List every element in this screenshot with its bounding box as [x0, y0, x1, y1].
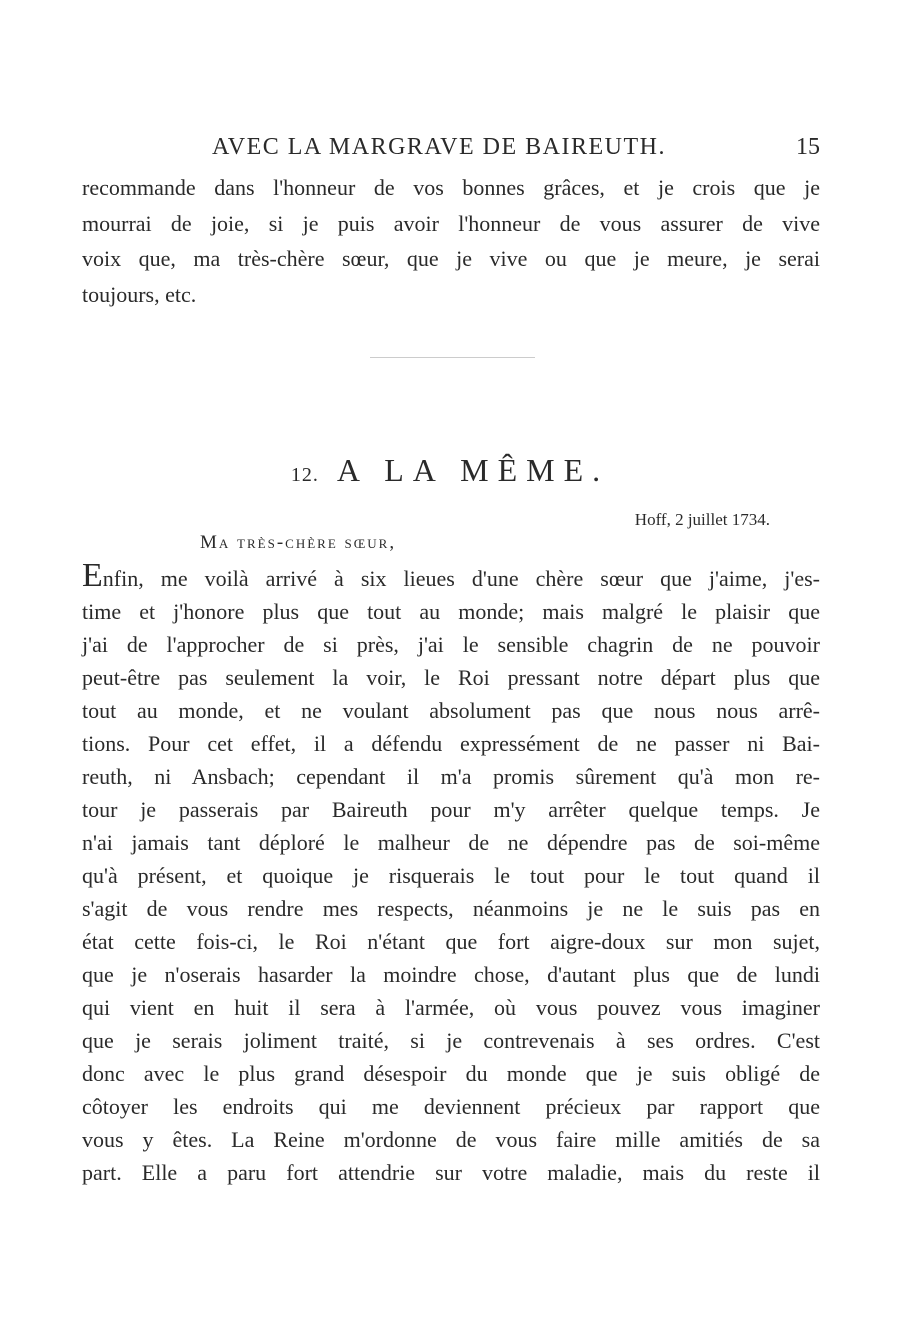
text-line: donc avec le plus grand désespoir du monde que je suis obligé de [82, 1061, 820, 1086]
text-line: mourrai de joie, si je puis avoir l'honneur de vous assurer de vive [82, 210, 820, 236]
text-line-rest: nfin, me voilà arrivé à six lieues d'une chère sœur que j'aime, j'es- [102, 566, 820, 591]
letter-heading: A LA MÊME. [336, 452, 610, 488]
text-line: toujours, etc. [82, 281, 197, 307]
letter-body [82, 557, 820, 1189]
section-divider [370, 357, 535, 358]
text-line: qu'à présent, et quoique je risquerais le tout pour le tout quand il [82, 863, 820, 888]
page-number: 15 [796, 134, 820, 160]
letter-title [0, 452, 900, 489]
drop-cap: E [82, 557, 103, 594]
text-line [82, 557, 820, 595]
dateline: Hoff, 2 juillet 1734. [634, 510, 770, 529]
text-line: vous y êtes. La Reine m'ordonne de vous faire mille amitiés de sa [82, 1127, 820, 1152]
text-line: s'agit de vous rendre mes respects, néanmoins je ne le suis pas en [82, 896, 820, 921]
text-line: que je serais joliment traité, si je contrevenais à ses ordres. C'est [82, 1028, 820, 1053]
text-line: time et j'honore plus que tout au monde; mais malgré le plaisir que [82, 599, 820, 624]
text-line: côtoyer les endroits qui me deviennent précieux par rapport que [82, 1094, 820, 1119]
text-line: part. Elle a paru fort attendrie sur votre maladie, mais du reste il [82, 1160, 820, 1185]
text-line: tions. Pour cet effet, il a défendu expressément de ne passer ni Bai- [82, 731, 820, 756]
text-line: reuth, ni Ansbach; cependant il m'a promis sûrement qu'à mon re- [82, 764, 820, 789]
text-line: j'ai de l'approcher de si près, j'ai le sensible chagrin de ne pouvoir [82, 632, 820, 657]
previous-letter-ending [82, 170, 820, 312]
text-line: état cette fois-ci, le Roi n'étant que fort aigre-doux sur mon sujet, [82, 929, 820, 954]
running-title: AVEC LA MARGRAVE DE BAIREUTH. [212, 134, 666, 160]
text-line: qui vient en huit il sera à l'armée, où vous pouvez vous imaginer [82, 995, 820, 1020]
text-line: que je n'oserais hasarder la moindre chose, d'autant plus que de lundi [82, 962, 820, 987]
salutation: Ma très-chère sœur, [200, 532, 397, 553]
text-line: peut-être pas seulement la voir, le Roi pressant notre départ plus que [82, 665, 820, 690]
text-line: tout au monde, et ne voulant absolument pas que nous nous arrê- [82, 698, 820, 723]
text-line: recommande dans l'honneur de vos bonnes grâces, et je crois que je [82, 175, 820, 200]
text-line: voix que, ma très-chère sœur, que je vive ou que je meure, je serai [82, 246, 820, 271]
text-line: n'ai jamais tant déploré le malheur de ne dépendre pas de soi-même [82, 830, 820, 855]
page-header [0, 134, 900, 168]
letter-number: 12. [290, 464, 319, 486]
text-line: tour je passerais par Baireuth pour m'y arrêter quelque temps. Je [82, 797, 820, 822]
